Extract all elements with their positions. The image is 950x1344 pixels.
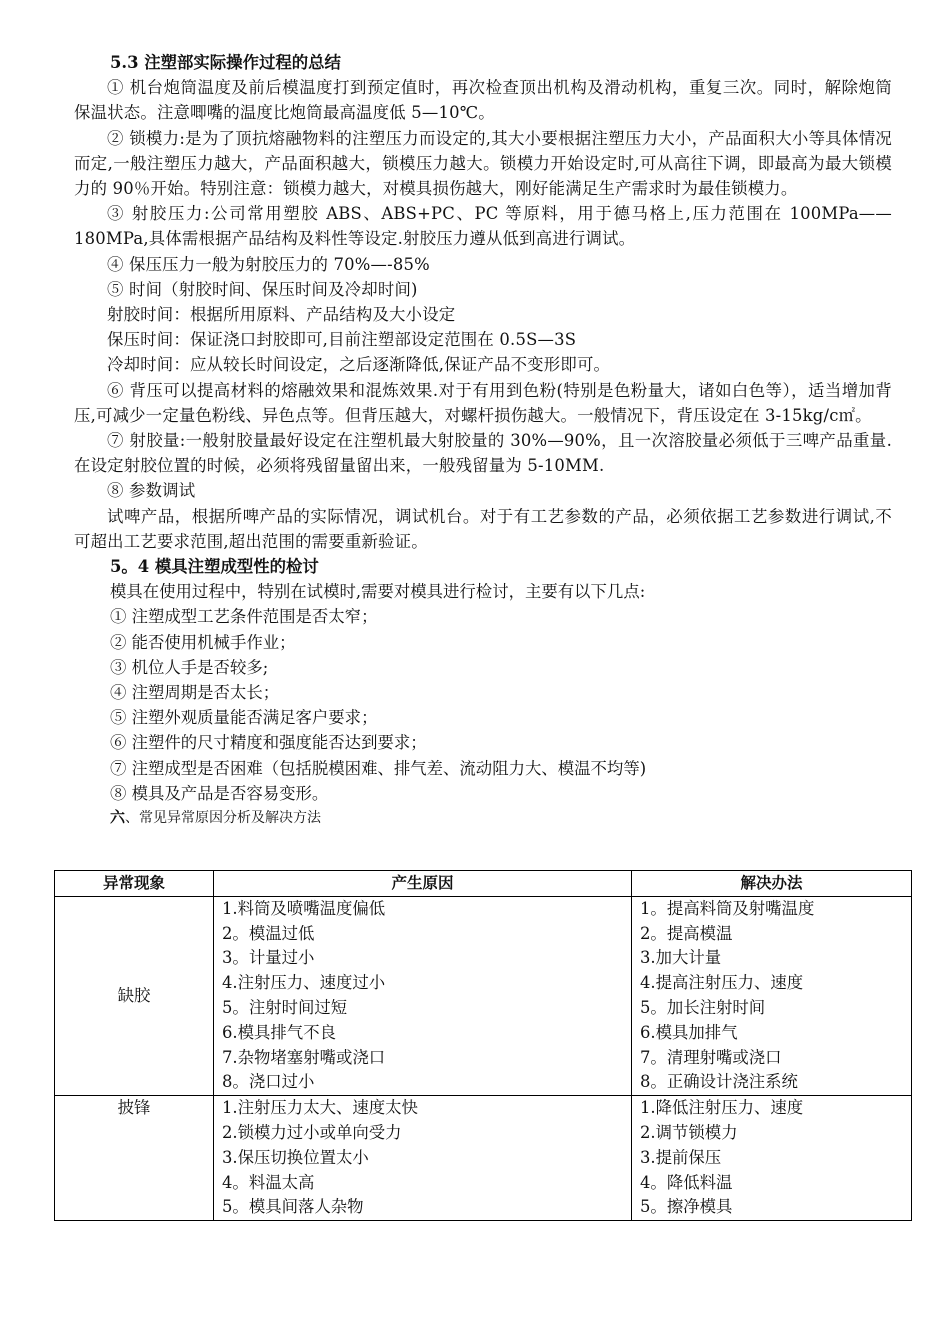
review-item: ⑤ 注塑外观质量能否满足客户要求； xyxy=(110,708,378,728)
review-item: ② 能否使用机械手作业； xyxy=(110,632,296,652)
solution-cell xyxy=(632,1096,912,1221)
cause-item: 1.注射压力太大、速度太快 xyxy=(222,1098,418,1118)
table-row xyxy=(55,1096,912,1221)
phenomenon-cell: 披锋 xyxy=(55,1096,214,1221)
paragraph-time: ⑤ 时间（射胶时间、保压时间及冷却时间) xyxy=(107,279,418,299)
solution-cell xyxy=(632,896,912,1095)
phenomenon-cell: 缺胶 xyxy=(55,896,214,1095)
header-phenomenon: 异常现象 xyxy=(55,871,214,897)
cause-item: 8。浇口过小 xyxy=(222,1072,315,1092)
paragraph-injection-pressure: ③ 射胶压力:公司常用塑胶 ABS、ABS+PC、PC 等原料，用于德马格上,压力范围在 100MPa——180MPa,具体需根据产品结构及料性等设定.射胶压力遵从低到高进行调试。 xyxy=(74,204,892,249)
cause-item: 2。模温过低 xyxy=(222,923,315,943)
header-solution: 解决办法 xyxy=(632,871,912,897)
defect-table xyxy=(54,870,912,1221)
solution-item: 8。正确设计浇注系统 xyxy=(640,1072,798,1092)
review-item: ③ 机位人手是否较多; xyxy=(110,657,269,677)
review-item: ④ 注塑周期是否太长； xyxy=(110,683,280,703)
cause-item: 3.保压切换位置太小 xyxy=(222,1147,369,1167)
solution-item: 6.模具加排气 xyxy=(640,1022,738,1042)
paragraph-clamping-force: ② 锁模力:是为了顶抗熔融物料的注塑压力而设定的,其大小要根据注塑压力大小，产品面积大小等具体情况而定,一般注塑压力越大，产品面积越大，锁模压力越大。锁模力开始设定时,可从高往下调，即最高为最大锁模力的 90％开始。特别注意：锁模力越大，对模具损伤越大，刚好能满足生产需求时为最佳锁模力。 xyxy=(74,128,892,199)
solution-item: 5。加长注射时间 xyxy=(640,997,766,1017)
solution-item: 1。提高料筒及射嘴温度 xyxy=(640,898,815,918)
solution-item: 4.提高注射压力、速度 xyxy=(640,973,804,993)
paragraph-parameter-tuning: ⑧ 参数调试 xyxy=(107,481,196,501)
paragraph-holding-time: 保压时间：保证浇口封胶即可,目前注塑部设定范围在 0.5S—3S xyxy=(107,330,577,350)
paragraph-holding-pressure: ④ 保压压力一般为射胶压力的 70%—-85% xyxy=(107,254,430,274)
cause-item: 3。计量过小 xyxy=(222,948,315,968)
review-item: ⑧ 模具及产品是否容易变形。 xyxy=(110,783,329,803)
paragraph-barrel-temperature: ① 机台炮筒温度及前后模温度打到预定值时，再次检查顶出机构及滑动机构，重复三次。同时，解除炮筒保温状态。注意唧嘴的温度比炮筒最高温度低 5—10℃。 xyxy=(74,78,892,123)
section-6-heading xyxy=(74,806,892,829)
review-item: ⑦ 注塑成型是否困难（包括脱模困难、排气差、流动阻力大、模温不均等) xyxy=(110,758,647,778)
solution-item: 2.调节锁模力 xyxy=(640,1122,738,1142)
cause-item: 4.注射压力、速度过小 xyxy=(222,973,386,993)
paragraph-trial-run: 试啤产品，根据所啤产品的实际情况，调试机台。对于有工艺参数的产品，必须依据工艺参数进行调试,不可超出工艺要求范围,超出范围的需要重新验证。 xyxy=(74,506,892,551)
section-5-4-heading: 5。4 模具注塑成型性的检讨 xyxy=(110,557,319,577)
table-header-row xyxy=(55,871,912,897)
paragraph-cooling-time: 冷却时间：应从较长时间设定，之后逐渐降低,保证产品不变形即可。 xyxy=(107,355,611,375)
section-5-3-heading: 5.3 注塑部实际操作过程的总结 xyxy=(110,53,341,72)
section-6-prefix: 六 xyxy=(110,808,126,827)
cause-cell xyxy=(214,1096,632,1221)
cause-item: 4。料温太高 xyxy=(222,1172,315,1192)
header-cause: 产生原因 xyxy=(214,871,632,897)
review-item: ⑥ 注塑件的尺寸精度和强度能否达到要求； xyxy=(110,733,427,753)
section-5-4-intro: 模具在使用过程中，特别在试模时,需要对模具进行检讨，主要有以下几点: xyxy=(110,582,646,602)
solution-item: 2。提高模温 xyxy=(640,923,733,943)
paragraph-shot-volume: ⑦ 射胶量:一般射胶量最好设定在注塑机最大射胶量的 30%—90%，且一次溶胶量必须低于三啤产品重量.在设定射胶位置的时候，必须将残留量留出来，一般残留量为 5-10MM. xyxy=(74,431,892,476)
cause-cell xyxy=(214,896,632,1095)
cause-item: 2.锁模力过小或单向受力 xyxy=(222,1122,402,1142)
cause-item: 5。注射时间过短 xyxy=(222,997,348,1017)
solution-item: 1.降低注射压力、速度 xyxy=(640,1098,804,1118)
solution-item: 3.加大计量 xyxy=(640,948,722,968)
solution-item: 3.提前保压 xyxy=(640,1147,722,1167)
paragraph-injection-time: 射胶时间：根据所用原料、产品结构及大小设定 xyxy=(107,305,456,325)
review-item: ① 注塑成型工艺条件范围是否太窄； xyxy=(110,607,378,627)
document-body xyxy=(74,50,892,829)
section-6-title: 、常见异常原因分析及解决方法 xyxy=(125,810,322,827)
cause-item: 7.杂物堵塞射嘴或浇口 xyxy=(222,1047,386,1067)
solution-item: 5。擦净模具 xyxy=(640,1197,733,1217)
solution-item: 7。清理射嘴或浇口 xyxy=(640,1047,782,1067)
paragraph-back-pressure: ⑥ 背压可以提高材料的熔融效果和混炼效果.对于有用到色粉(特别是色粉量大，诸如白色等），适当增加背压,可减少一定量色粉线、异色点等。但背压越大，对螺杆损伤越大。一般情况下，背压设定在 3-15kg/c㎡。 xyxy=(74,380,892,425)
cause-item: 1.料筒及喷嘴温度偏低 xyxy=(222,898,386,918)
solution-item: 4。降低料温 xyxy=(640,1172,733,1192)
cause-item: 5。模具间落人杂物 xyxy=(222,1197,364,1217)
table-row xyxy=(55,896,912,1095)
cause-item: 6.模具排气不良 xyxy=(222,1022,336,1042)
